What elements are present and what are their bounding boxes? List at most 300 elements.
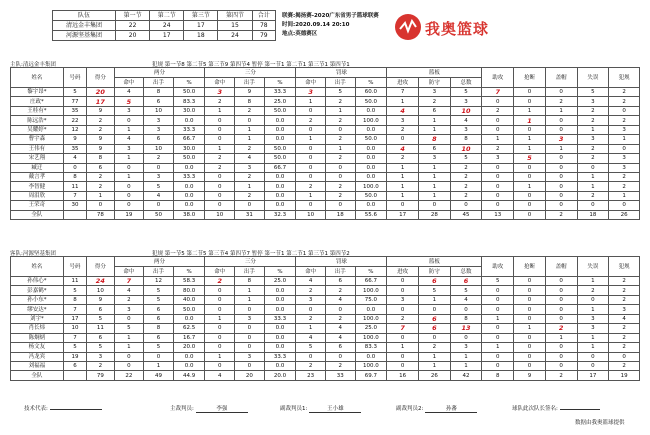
stat-cell: 3 — [482, 154, 514, 163]
stat-cell: 3 — [114, 305, 144, 314]
stat-cell: 0 — [325, 201, 355, 210]
stat-cell: 0 — [482, 116, 514, 125]
player-name: 臧迁 — [11, 163, 64, 172]
stat-cell: 2 — [609, 172, 640, 181]
stat-cell: 3 — [609, 154, 640, 163]
stat-cell: 50.0 — [355, 191, 387, 200]
stats-header-cell: 出手 — [325, 78, 355, 88]
player-name: 刘福福 — [11, 361, 64, 370]
stat-cell: 6 — [144, 305, 174, 314]
player-row — [11, 314, 640, 323]
player-name: 周泪欣 — [11, 191, 64, 200]
stats-header-cell: 罚球 — [296, 68, 387, 78]
stat-cell: 5 — [418, 286, 450, 295]
stat-cell: 5 — [63, 343, 86, 352]
stat-cell: 3 — [144, 116, 174, 125]
stat-cell: 0 — [514, 277, 546, 286]
stat-cell: 2 — [609, 97, 640, 106]
stat-cell: 1 — [609, 135, 640, 144]
stat-cell: 2 — [609, 333, 640, 342]
stat-cell: 1 — [482, 314, 514, 323]
player-row — [11, 106, 640, 115]
stat-cell: 1 — [514, 182, 546, 191]
stat-cell: 0 — [296, 163, 326, 172]
stat-cell: 2 — [87, 116, 114, 125]
stat-cell: 0.0 — [173, 361, 205, 370]
stat-cell: 0 — [296, 154, 326, 163]
stats-header-cell: 抢断 — [514, 68, 546, 88]
stat-cell: 9 — [235, 88, 265, 97]
stat-cell: 1 — [577, 125, 609, 134]
stat-cell: 7 — [63, 333, 86, 342]
stat-cell: 0 — [387, 361, 419, 370]
score-header-cell: 第二节 — [150, 11, 184, 21]
stat-cell: 2 — [325, 361, 355, 370]
stat-cell: 50.0 — [173, 154, 205, 163]
stat-cell: 1 — [609, 191, 640, 200]
stat-cell: 5 — [114, 324, 144, 333]
total-cell: 69.7 — [355, 371, 387, 380]
tech-rep-value — [50, 409, 102, 410]
stat-cell: 2 — [325, 116, 355, 125]
stat-cell: 2 — [325, 286, 355, 295]
player-name: 吴耀婷* — [11, 125, 64, 134]
score-header-cell: 第四节 — [218, 11, 252, 21]
stat-cell: 2 — [387, 314, 419, 323]
stat-cell: 3 — [545, 135, 577, 144]
tech-rep-label: 技术代表: — [24, 406, 48, 412]
score-body — [53, 21, 276, 41]
player-name: 肖长炜 — [11, 324, 64, 333]
stat-cell: 0 — [144, 352, 174, 361]
total-cell: 31 — [235, 210, 265, 219]
stat-cell: 0 — [387, 201, 419, 210]
stat-cell: 9 — [87, 144, 114, 153]
stat-cell: 0 — [205, 361, 235, 370]
stat-cell: 5 — [450, 286, 482, 295]
stat-cell: 0 — [205, 324, 235, 333]
stat-cell: 11 — [63, 182, 86, 191]
stat-cell: 0 — [205, 305, 235, 314]
stat-cell: 1 — [205, 314, 235, 323]
stat-cell: 0 — [205, 343, 235, 352]
away-stats-table — [10, 256, 640, 381]
stat-cell: 33.3 — [264, 352, 296, 361]
stat-cell: 0 — [514, 163, 546, 172]
stat-cell: 0.0 — [173, 182, 205, 191]
stat-cell: 3 — [609, 305, 640, 314]
stat-cell: 17 — [87, 97, 114, 106]
stat-cell: 6 — [418, 324, 450, 333]
stat-cell: 100.0 — [355, 314, 387, 323]
home-stats-table — [10, 67, 640, 220]
stat-cell: 0 — [545, 116, 577, 125]
stat-cell: 30.0 — [173, 144, 205, 153]
stat-cell: 6 — [144, 135, 174, 144]
stat-cell: 5 — [325, 88, 355, 97]
stat-cell: 9 — [87, 135, 114, 144]
player-name: 庄政* — [11, 97, 64, 106]
player-row — [11, 125, 640, 134]
captain-value — [560, 409, 600, 410]
stat-cell: 2 — [87, 361, 114, 370]
stats-header-cell: 姓名 — [11, 257, 64, 277]
stat-cell: 0.0 — [264, 295, 296, 304]
stat-cell: 1 — [514, 144, 546, 153]
stat-cell: 1 — [577, 305, 609, 314]
stat-cell: 2 — [87, 125, 114, 134]
stat-cell: 4 — [325, 324, 355, 333]
player-name: 刘宇* — [11, 314, 64, 323]
stat-cell: 0 — [450, 201, 482, 210]
stats-header-cell: 篮板 — [387, 257, 482, 267]
stat-cell: 19 — [63, 352, 86, 361]
stat-cell: 2 — [387, 125, 419, 134]
stat-cell: 50.0 — [173, 305, 205, 314]
stat-cell: 50.0 — [264, 144, 296, 153]
referee-label: 主裁判员: — [170, 406, 194, 412]
stat-cell: 0 — [296, 106, 326, 115]
stat-cell: 0.0 — [173, 163, 205, 172]
stat-cell: 3 — [114, 144, 144, 153]
stat-cell: 9 — [63, 135, 86, 144]
player-name: 王荣奇 — [11, 201, 64, 210]
umpire1-signature — [280, 404, 361, 413]
stat-cell: 11 — [87, 324, 114, 333]
stats-header-cell: 盖帽 — [545, 257, 577, 277]
stat-cell: 33.3 — [173, 172, 205, 181]
stat-cell: 0 — [144, 163, 174, 172]
player-name: 杨文友 — [11, 343, 64, 352]
stat-cell: 3 — [577, 314, 609, 323]
away-fouls-timeouts: 犯规 第一节5 第二节5 第三节4 第四节7 暂停 第一节1 第二节1 第三节1 第四节2 — [152, 251, 350, 257]
stats-header-cell: 出手 — [235, 267, 265, 277]
stat-cell: 1 — [418, 125, 450, 134]
score-header-cell: 第一节 — [116, 11, 150, 21]
stat-cell: 1 — [296, 135, 326, 144]
stat-cell: 0 — [514, 343, 546, 352]
stat-cell: 50.0 — [355, 97, 387, 106]
stat-cell: 13 — [450, 324, 482, 333]
player-name: 陈远浩* — [11, 116, 64, 125]
stat-cell: 2 — [609, 88, 640, 97]
stat-cell: 66.7 — [355, 277, 387, 286]
player-row — [11, 172, 640, 181]
stat-cell: 0 — [609, 106, 640, 115]
stat-cell: 0 — [144, 201, 174, 210]
stat-cell: 0 — [387, 333, 419, 342]
stat-cell: 5 — [63, 88, 86, 97]
stat-cell: 0 — [514, 305, 546, 314]
stat-cell: 50.0 — [264, 106, 296, 115]
stat-cell: 0 — [482, 305, 514, 314]
stat-cell: 22 — [63, 116, 86, 125]
stat-cell: 2 — [609, 182, 640, 191]
stats-header-cell: 犯规 — [609, 257, 640, 277]
stat-cell: 30.0 — [173, 106, 205, 115]
stat-cell: 2 — [609, 361, 640, 370]
stat-cell: 1 — [450, 361, 482, 370]
stat-cell: 0 — [482, 97, 514, 106]
stat-cell: 0 — [325, 125, 355, 134]
stat-cell: 35 — [63, 106, 86, 115]
stat-cell: 5 — [63, 286, 86, 295]
stat-cell: 0 — [235, 333, 265, 342]
stat-cell: 2 — [205, 97, 235, 106]
score-cell: 79 — [252, 31, 275, 41]
stats-header-cell: 两分 — [114, 257, 205, 267]
stat-cell: 2 — [450, 163, 482, 172]
stat-cell: 2 — [235, 144, 265, 153]
stat-cell: 3 — [577, 135, 609, 144]
stat-cell: 5 — [450, 88, 482, 97]
total-cell: 17 — [387, 210, 419, 219]
stat-cell: 0 — [114, 361, 144, 370]
captain-signature — [512, 404, 600, 412]
stat-cell: 0 — [63, 163, 86, 172]
stat-cell: 0.0 — [355, 154, 387, 163]
score-cell: 清远金丰集团 — [53, 21, 116, 31]
stats-header-cell: 命中 — [296, 267, 326, 277]
stats-header-cell: 两分 — [114, 68, 205, 78]
stat-cell: 0.0 — [264, 333, 296, 342]
stat-cell: 2 — [325, 191, 355, 200]
total-cell: 32.3 — [264, 210, 296, 219]
stat-cell: 0 — [114, 182, 144, 191]
stat-cell: 1 — [296, 97, 326, 106]
stat-cell: 12 — [63, 125, 86, 134]
stat-cell: 4 — [296, 333, 326, 342]
stat-cell: 5 — [114, 97, 144, 106]
stat-cell: 4 — [144, 191, 174, 200]
stat-cell: 0 — [482, 191, 514, 200]
stat-cell: 0.0 — [173, 191, 205, 200]
player-row — [11, 277, 640, 286]
stat-cell: 0 — [482, 333, 514, 342]
stat-cell: 7 — [482, 88, 514, 97]
stat-cell: 2 — [87, 172, 114, 181]
stat-cell: 0 — [387, 277, 419, 286]
stat-cell: 0 — [235, 324, 265, 333]
stat-cell: 7 — [387, 88, 419, 97]
stat-cell: 4 — [609, 314, 640, 323]
stat-cell: 0.0 — [355, 201, 387, 210]
stat-cell: 1 — [235, 286, 265, 295]
stat-cell: 3 — [450, 97, 482, 106]
player-row — [11, 201, 640, 210]
player-row — [11, 333, 640, 342]
tech-rep-signature — [24, 404, 102, 412]
game-info — [282, 12, 379, 39]
stat-cell: 8 — [450, 135, 482, 144]
stat-cell: 1 — [514, 106, 546, 115]
stat-cell: 2 — [325, 314, 355, 323]
team-total-row — [11, 371, 640, 380]
stat-cell: 9 — [87, 295, 114, 304]
stats-header-cell: % — [264, 267, 296, 277]
stat-cell: 7 — [387, 324, 419, 333]
stats-header-cell: 抢断 — [514, 257, 546, 277]
total-cell: 38.0 — [173, 210, 205, 219]
stat-cell: 0 — [205, 182, 235, 191]
stat-cell: 0 — [325, 305, 355, 314]
player-row — [11, 324, 640, 333]
away-team-label: 客队:河源坚基集团 — [10, 251, 56, 257]
stat-cell: 1 — [114, 125, 144, 134]
stat-cell: 1 — [114, 343, 144, 352]
stat-cell: 4 — [325, 295, 355, 304]
stat-cell: 0.0 — [264, 324, 296, 333]
stat-cell: 0.0 — [264, 361, 296, 370]
stat-cell: 0 — [235, 305, 265, 314]
score-cell: 24 — [218, 31, 252, 41]
stat-cell: 0.0 — [355, 305, 387, 314]
stat-cell: 2 — [577, 154, 609, 163]
stat-cell: 1 — [387, 172, 419, 181]
total-cell: 22 — [114, 371, 144, 380]
logo — [395, 14, 495, 42]
home-fouls-timeouts: 犯规 第一节8 第二节5 第三节9 第四节4 暂停 第一节1 第二节1 第三节1 第四节1 — [152, 62, 350, 68]
stat-cell: 0 — [514, 333, 546, 342]
stat-cell: 0 — [114, 352, 144, 361]
stat-cell: 0 — [114, 201, 144, 210]
stat-cell: 5 — [87, 314, 114, 323]
stat-cell: 3 — [144, 172, 174, 181]
stat-cell: 0 — [545, 201, 577, 210]
score-header-cell: 合计 — [252, 11, 275, 21]
stat-cell: 77 — [63, 97, 86, 106]
stats-header-cell: 罚球 — [296, 257, 387, 267]
stat-cell: 8 — [87, 154, 114, 163]
stat-cell: 1 — [577, 182, 609, 191]
stat-cell: 8 — [235, 97, 265, 106]
stats-header-cell: 号码 — [63, 68, 86, 88]
stat-cell: 0 — [296, 305, 326, 314]
stat-cell: 2 — [482, 144, 514, 153]
stat-cell: 1 — [514, 135, 546, 144]
stat-cell: 20 — [87, 88, 114, 97]
score-header-cell: 第三节 — [184, 11, 218, 21]
stat-cell: 2 — [482, 106, 514, 115]
stat-cell: 0 — [450, 305, 482, 314]
total-cell: 10 — [296, 210, 326, 219]
stat-cell: 3 — [450, 125, 482, 134]
stat-cell: 7 — [114, 277, 144, 286]
stat-cell: 6 — [418, 106, 450, 115]
stat-cell: 6 — [325, 277, 355, 286]
stats-header-cell: 总数 — [450, 78, 482, 88]
stat-cell: 75.0 — [355, 295, 387, 304]
stat-cell: 10 — [450, 106, 482, 115]
total-cell: 26 — [418, 371, 450, 380]
stat-cell: 0 — [545, 277, 577, 286]
stat-cell: 0 — [205, 125, 235, 134]
stat-cell: 4 — [114, 286, 144, 295]
stat-cell: 2 — [609, 286, 640, 295]
player-row — [11, 135, 640, 144]
logo-text: 我奥篮球 — [425, 20, 490, 38]
stat-cell: 2 — [235, 106, 265, 115]
total-cell — [63, 210, 86, 219]
stats-header-cell: 失误 — [577, 68, 609, 88]
player-row — [11, 154, 640, 163]
stat-cell: 0 — [577, 295, 609, 304]
stat-cell: 6 — [144, 333, 174, 342]
player-name: 陈炯炳 — [11, 333, 64, 342]
stat-cell: 100.0 — [355, 361, 387, 370]
stat-cell: 5 — [577, 88, 609, 97]
stat-cell: 0 — [387, 286, 419, 295]
stat-cell: 10 — [63, 324, 86, 333]
total-cell: 50 — [144, 210, 174, 219]
stat-cell: 1 — [296, 191, 326, 200]
total-cell: 20 — [235, 371, 265, 380]
stat-cell: 6 — [144, 97, 174, 106]
total-cell: 55.6 — [355, 210, 387, 219]
stat-cell: 0 — [482, 286, 514, 295]
score-header-row — [53, 11, 276, 21]
stat-cell: 17 — [63, 314, 86, 323]
stat-cell: 0.0 — [355, 144, 387, 153]
total-cell: 18 — [325, 210, 355, 219]
stat-cell: 2 — [577, 106, 609, 115]
stat-cell: 3 — [144, 125, 174, 134]
score-cell: 17 — [184, 21, 218, 31]
stat-cell: 40.0 — [173, 295, 205, 304]
stat-cell: 2 — [296, 314, 326, 323]
stat-cell: 6 — [87, 163, 114, 172]
stat-cell: 0 — [514, 191, 546, 200]
total-cell: 49 — [144, 371, 174, 380]
total-cell: 79 — [87, 371, 114, 380]
player-name: 王桂有* — [11, 106, 64, 115]
umpire2-value: 孙蕃 — [425, 404, 477, 413]
player-row — [11, 295, 640, 304]
stat-cell: 50.0 — [355, 135, 387, 144]
stats-header-cell: 得分 — [87, 68, 114, 88]
stat-cell: 4 — [114, 88, 144, 97]
player-row — [11, 97, 640, 106]
stat-cell: 2 — [296, 116, 326, 125]
umpire1-label: 副裁判员1: — [280, 406, 308, 412]
stat-cell: 0 — [514, 125, 546, 134]
player-row — [11, 343, 640, 352]
stat-cell: 0 — [114, 163, 144, 172]
stat-cell: 0 — [205, 295, 235, 304]
stat-cell: 1 — [514, 324, 546, 333]
stat-cell: 0.0 — [264, 201, 296, 210]
stats-header-cell: 三分 — [205, 68, 296, 78]
stat-cell: 3 — [609, 125, 640, 134]
player-name: 戴言孝 — [11, 172, 64, 181]
stat-cell: 0.0 — [264, 343, 296, 352]
player-row — [11, 88, 640, 97]
stat-cell: 0 — [325, 163, 355, 172]
stat-cell: 0 — [296, 125, 326, 134]
stat-cell: 0 — [205, 333, 235, 342]
total-cell: 全队 — [11, 210, 64, 219]
stat-cell: 0 — [387, 135, 419, 144]
stat-cell: 6 — [450, 277, 482, 286]
stats-header-cell: 出手 — [325, 267, 355, 277]
stat-cell: 16.7 — [173, 333, 205, 342]
total-cell: 78 — [87, 210, 114, 219]
stat-cell: 1 — [235, 295, 265, 304]
stats-header-cell: 号码 — [63, 257, 86, 277]
player-row — [11, 163, 640, 172]
stat-cell: 2 — [235, 191, 265, 200]
total-cell: 19 — [609, 371, 640, 380]
